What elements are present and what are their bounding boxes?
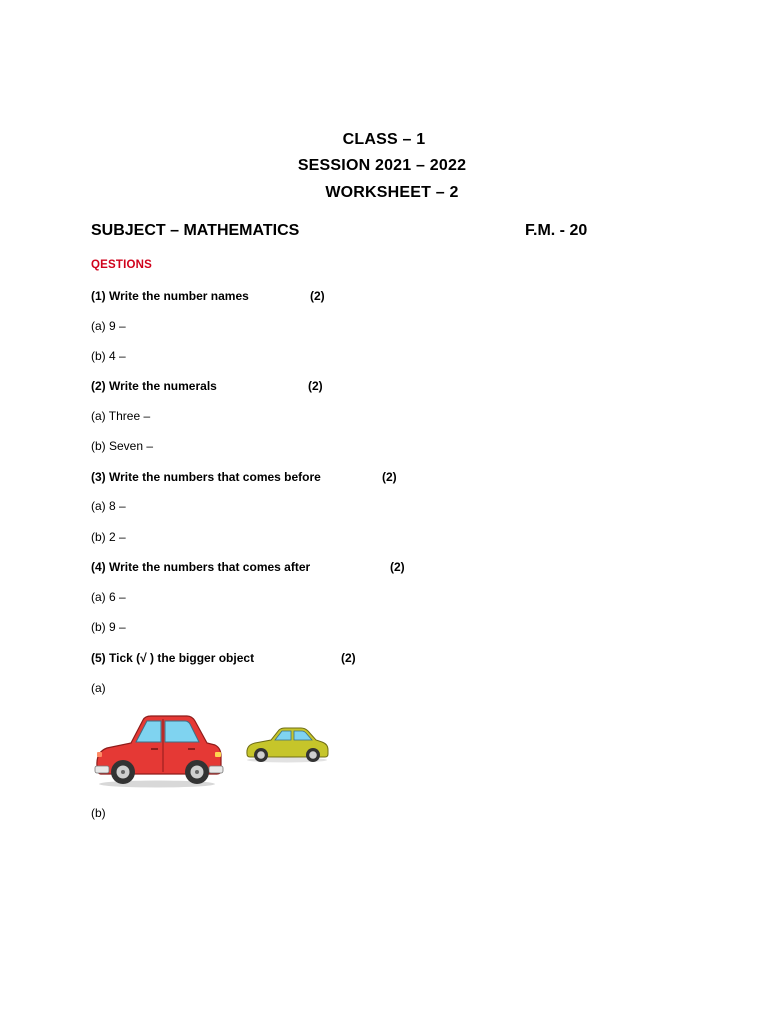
question-text: Write the numbers that comes after [109, 560, 311, 574]
question-4-part-b: (b) 9 – [91, 620, 126, 634]
question-1 [91, 289, 249, 303]
question-3 [91, 470, 321, 484]
question-number: (5) [91, 651, 106, 665]
question-1-part-a: (a) 9 – [91, 319, 126, 333]
question-5-part-b: (b) [91, 806, 106, 820]
question-4 [91, 560, 310, 574]
question-number: (1) [91, 289, 106, 303]
question-number: (4) [91, 560, 106, 574]
question-3-marks: (2) [382, 470, 397, 484]
question-5-marks: (2) [341, 651, 356, 665]
questions-heading: QESTIONS [91, 259, 153, 271]
question-5 [91, 651, 254, 665]
question-1-marks: (2) [310, 289, 325, 303]
question-3-part-a: (a) 8 – [91, 499, 126, 513]
question-text: Write the numbers that comes before [109, 470, 321, 484]
small-yellow-car-icon [247, 728, 328, 763]
question-number: (3) [91, 470, 106, 484]
question-text: Write the number names [109, 289, 249, 303]
question-number: (2) [91, 379, 106, 393]
question-2-marks: (2) [308, 379, 323, 393]
question-2-part-a: (a) Three – [91, 409, 151, 423]
worksheet-line: WORKSHEET – 2 [325, 184, 459, 201]
question-2-part-b: (b) Seven – [91, 439, 154, 453]
question-4-marks: (2) [390, 560, 405, 574]
question-2 [91, 379, 217, 393]
question-text: Write the numerals [109, 379, 217, 393]
subject-label: SUBJECT – MATHEMATICS [91, 222, 300, 239]
full-marks: F.M. - 20 [525, 222, 588, 239]
question-3-part-b: (b) 2 – [91, 530, 126, 544]
question-text: Tick (√ ) the bigger object [109, 651, 255, 665]
question-4-part-a: (a) 6 – [91, 590, 126, 604]
cars-illustration [91, 710, 343, 794]
session-line: SESSION 2021 – 2022 [297, 157, 467, 174]
class-line: CLASS – 1 [342, 131, 426, 148]
large-red-car-icon [95, 716, 223, 788]
question-5-part-a: (a) [91, 681, 106, 695]
question-1-part-b: (b) 4 – [91, 349, 126, 363]
